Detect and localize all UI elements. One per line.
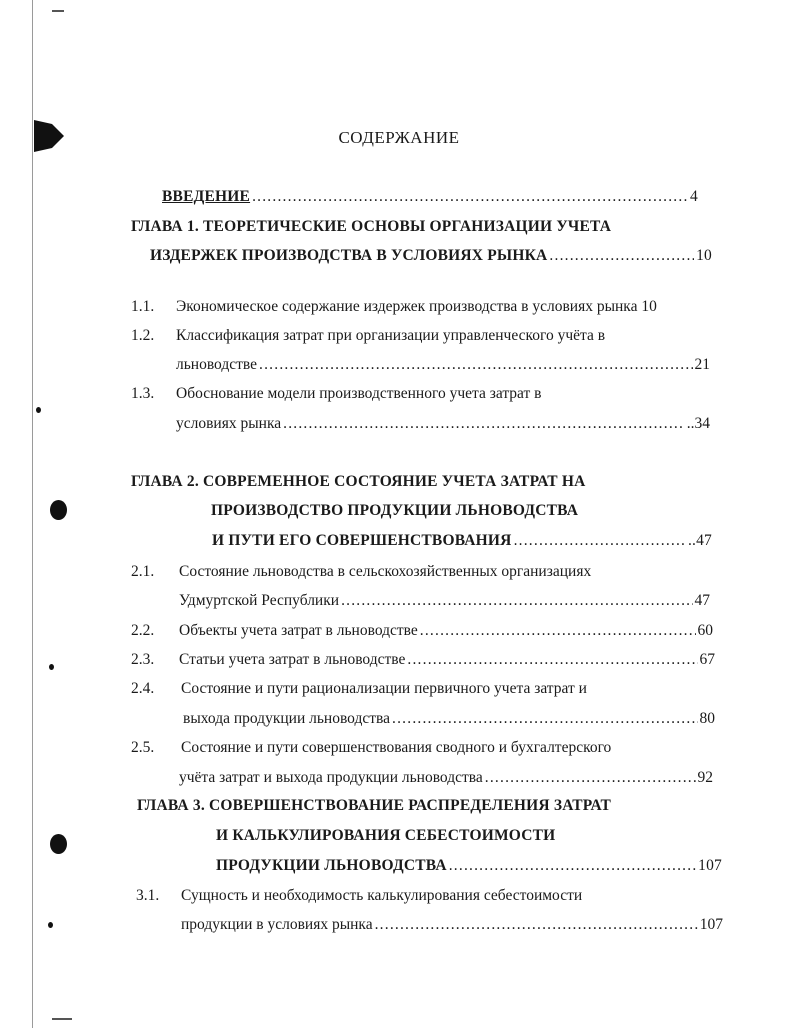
punch-hole	[50, 500, 67, 520]
dot-leader	[449, 853, 696, 879]
scan-tick-top	[52, 10, 64, 12]
section-number: 2.2.	[131, 622, 155, 639]
dot-leader	[375, 912, 698, 938]
section-number: 1.2.	[131, 327, 155, 344]
section-number: 2.1.	[131, 563, 155, 580]
dot-leader	[407, 647, 697, 673]
section-page: 92	[697, 769, 713, 786]
punch-hole	[50, 834, 67, 854]
chapter2-title-line2: ПРОИЗВОДСТВО ПРОДУКЦИИ ЛЬНОВОДСТВА	[211, 502, 579, 519]
section-page: 67	[699, 651, 715, 668]
dot-leader	[341, 588, 692, 614]
section-page: 107	[699, 916, 723, 933]
dot-leader	[420, 618, 696, 644]
section-3-1-line2: продукции в условиях рынка ..... 107	[181, 912, 723, 938]
chapter1-title-line1: ГЛАВА 1. ТЕОРЕТИЧЕСКИЕ ОСНОВЫ ОРГАНИЗАЦИИ УЧЕТА	[131, 218, 612, 235]
scan-speck	[48, 922, 53, 928]
dot-leader	[485, 765, 696, 791]
chapter3-title-line1: ГЛАВА 3. СОВЕРШЕНСТВОВАНИЕ РАСПРЕДЕЛЕНИЯ ЗАТРАТ	[137, 797, 612, 814]
section-2-1-line1: Состояние льноводства в сельскохозяйственных организациях	[179, 563, 592, 580]
scan-edge-line	[32, 0, 33, 1028]
chapter3-title-line3: ПРОДУКЦИИ ЛЬНОВОДСТВА ..... 107	[216, 853, 722, 879]
section-number: 2.3.	[131, 651, 155, 668]
section-1-2-line1: Классификация затрат при организации управленческого учёта в	[176, 327, 606, 344]
chapter2-title-line3: И ПУТИ ЕГО СОВЕРШЕНСТВОВАНИЯ ..... ..47	[212, 528, 712, 554]
chapter2-title-line1: ГЛАВА 2. СОВРЕМЕННОЕ СОСТОЯНИЕ УЧЕТА ЗАТРАТ НА	[131, 473, 586, 490]
dot-leader	[259, 352, 692, 378]
section-page: 10	[641, 298, 657, 315]
section-3-1-line1: Сущность и необходимость калькулирования себестоимости	[181, 887, 583, 904]
scan-tick-bottom	[52, 1018, 72, 1020]
section-1-2-line2: льноводстве ..... 21	[176, 352, 710, 378]
section-title: Экономическое содержание издержек производства в условиях рынка	[176, 298, 638, 315]
section-1-1	[176, 294, 657, 320]
scan-speck	[49, 664, 54, 670]
dot-leader	[252, 184, 688, 210]
section-number: 2.4.	[131, 680, 155, 697]
chapter3-title-line2: И КАЛЬКУЛИРОВАНИЯ СЕБЕСТОИМОСТИ	[216, 827, 556, 844]
dot-leader	[549, 243, 694, 269]
dot-leader	[392, 706, 697, 732]
section-page: 47	[694, 592, 710, 609]
section-2-1-line2: Удмуртской Республики ..... 47	[179, 588, 710, 614]
section-number: 3.1.	[136, 887, 160, 904]
section-number: 1.3.	[131, 385, 155, 402]
section-number: 2.5.	[131, 739, 155, 756]
section-page: ..34	[686, 415, 710, 432]
section-number: 1.1.	[131, 298, 155, 315]
scan-speck	[36, 407, 41, 413]
chapter3-page: 107	[698, 857, 722, 874]
section-1-3-line2: условиях рынка ..... ..34	[176, 411, 710, 437]
section-2-5-line1: Состояние и пути совершенствования сводного и бухгалтерского	[181, 739, 612, 756]
section-page: 60	[697, 622, 713, 639]
chapter1-page: 10	[696, 247, 712, 264]
toc-intro-label: ВВЕДЕНИЕ	[162, 188, 251, 205]
toc-intro	[162, 184, 698, 210]
chapter2-page: ..47	[687, 532, 712, 549]
section-2-3: Статьи учета затрат в льноводстве ..... 67	[179, 647, 715, 673]
dot-leader	[283, 411, 685, 437]
chapter1-title-line2: ИЗДЕРЖЕК ПРОИЗВОДСТВА В УСЛОВИЯХ РЫНКА ..... 10	[150, 243, 712, 269]
section-2-4-line2: выхода продукции льноводства ..... 80	[183, 706, 715, 732]
section-2-4-line1: Состояние и пути рационализации первичного учета затрат и	[181, 680, 587, 697]
section-page: 80	[699, 710, 715, 727]
toc-intro-page: 4	[690, 188, 698, 205]
section-2-5-line2: учёта затрат и выхода продукции льноводства ..... 92	[179, 765, 713, 791]
section-1-3-line1: Обоснование модели производственного учета затрат в	[176, 385, 542, 402]
section-page: 21	[694, 356, 710, 373]
page-title: СОДЕРЖАНИЕ	[338, 128, 460, 147]
section-2-2: Объекты учета затрат в льноводстве ..... 60	[179, 618, 713, 644]
dot-leader	[514, 528, 686, 554]
